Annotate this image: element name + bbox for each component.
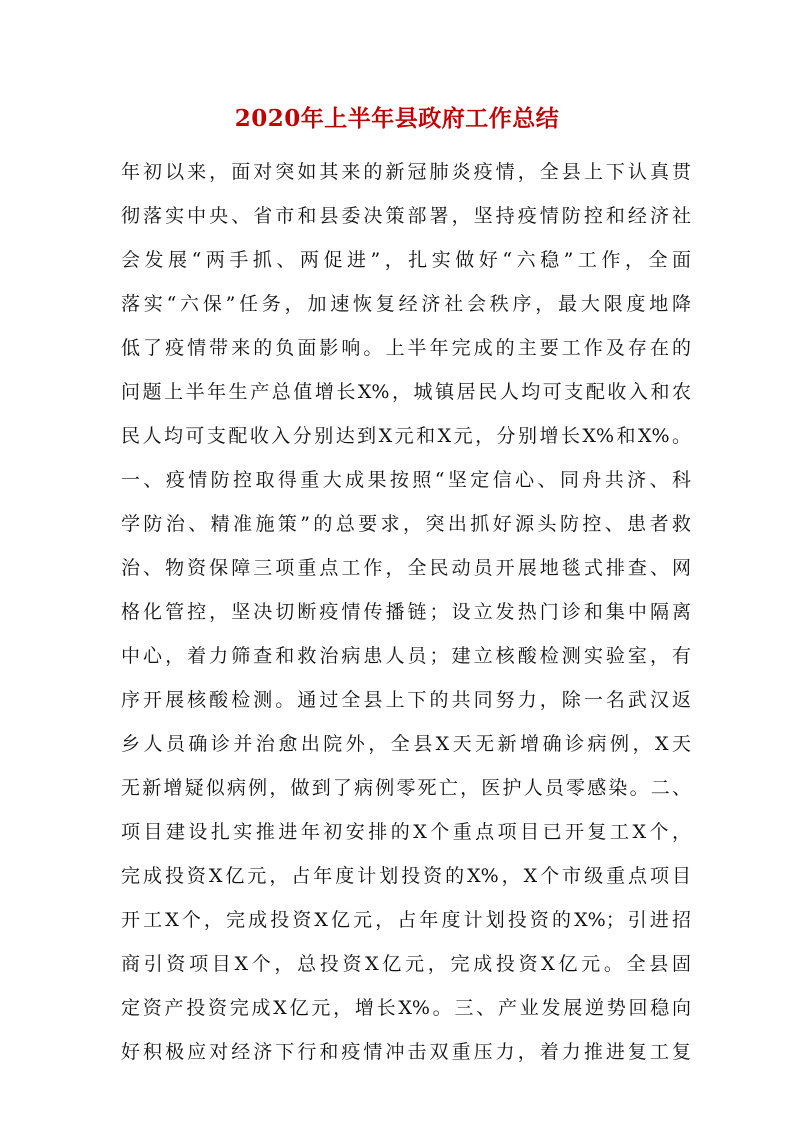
body-line: 序开展核酸检测。通过全县上下的共同努力，除一名武汉返 <box>121 689 691 711</box>
body-line: 治、物资保障三项重点工作，全民动员开展地毯式排查、网 <box>121 557 691 579</box>
document-body <box>121 150 691 1074</box>
body-line: 乡人员确诊并治愈出院外，全县X天无新增确诊病例，X天 <box>121 733 691 755</box>
body-line: 完成投资X亿元，占年度计划投资的X%，X个市级重点项目 <box>121 865 691 887</box>
body-line: 会发展“两手抓、两促进”，扎实做好“六稳”工作，全面 <box>121 249 691 271</box>
body-line: 问题上半年生产总值增长X%，城镇居民人均可支配收入和农 <box>121 381 691 403</box>
body-line: 无新增疑似病例，做到了病例零死亡，医护人员零感染。二、 <box>121 777 691 799</box>
body-line: 好积极应对经济下行和疫情冲击双重压力，着力推进复工复 <box>121 1041 691 1063</box>
body-line: 商引资项目X个，总投资X亿元，完成投资X亿元。全县固 <box>121 953 691 975</box>
body-line: 落实“六保”任务，加速恢复经济社会秩序，最大限度地降 <box>121 293 691 315</box>
body-line: 低了疫情带来的负面影响。上半年完成的主要工作及存在的 <box>121 337 691 359</box>
body-line: 年初以来，面对突如其来的新冠肺炎疫情，全县上下认真贯 <box>121 161 691 183</box>
body-line: 一、疫情防控取得重大成果按照“坚定信心、同舟共济、科 <box>121 469 691 491</box>
body-line: 学防治、精准施策”的总要求，突出抓好源头防控、患者救 <box>121 513 691 535</box>
body-line: 项目建设扎实推进年初安排的X个重点项目已开复工X个， <box>121 821 691 843</box>
body-line: 开工X个，完成投资X亿元，占年度计划投资的X%；引进招 <box>121 909 691 931</box>
document-title: 2020年上半年县政府工作总结 <box>234 105 560 132</box>
body-line: 定资产投资完成X亿元，增长X%。三、产业发展逆势回稳向 <box>121 997 691 1019</box>
body-line: 中心，着力筛查和救治病患人员；建立核酸检测实验室，有 <box>121 645 691 667</box>
body-line: 民人均可支配收入分别达到X元和X元，分别增长X%和X%。 <box>121 425 691 447</box>
body-line: 彻落实中央、省市和县委决策部署，坚持疫情防控和经济社 <box>121 205 691 227</box>
body-line: 格化管控，坚决切断疫情传播链；设立发热门诊和集中隔离 <box>121 601 691 623</box>
